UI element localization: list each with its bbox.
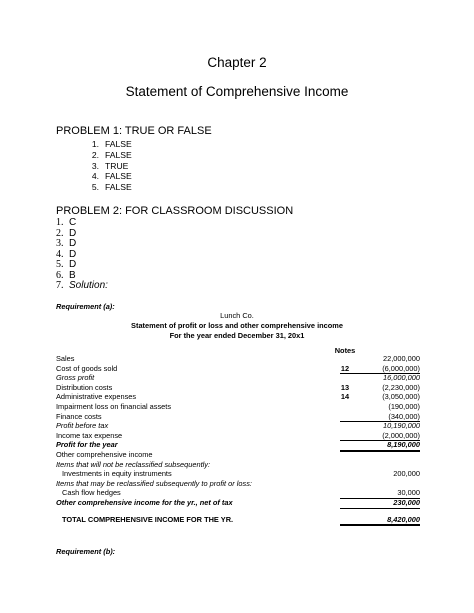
statement-period: For the year ended December 31, 20x1 [169,331,305,340]
item-number: 3. [91,160,99,171]
row-amount: (2,000,000) [340,431,420,442]
item-number: 3. [56,238,64,249]
item-number: 2. [91,149,99,160]
row-label: Sales [56,354,75,363]
row-amount: 22,000,000 [383,354,420,363]
row-amount: 10,190,000 [383,421,420,431]
row-label: Other comprehensive income for the yr., net of tax [56,497,233,507]
item-number: 5. [91,182,99,193]
row-amount: 200,000 [393,469,420,479]
row-label: Impairment loss on financial assets [56,401,172,411]
row-note: 13 [340,382,350,392]
item-answer: C [69,217,77,228]
table-row [56,440,420,450]
row-amount: (2,230,000) [382,382,420,392]
row-label: Cash flow hedges [62,488,121,498]
row-amount: 8,420,000 [340,515,420,527]
requirement-b-label: Requirement (b): [56,547,116,556]
item-answer: D [69,259,77,270]
list-item [87,182,132,193]
list-item [56,239,108,250]
row-label: Income tax expense [56,430,123,440]
item-number: 1. [56,217,64,228]
list-item [87,150,132,161]
list-item [56,281,108,292]
table-row [56,460,420,470]
item-number: 7. [56,280,64,291]
row-amount: (6,000,000) [340,364,420,375]
row-amount: (3,050,000) [382,392,420,402]
item-number: 6. [56,269,64,281]
problem2-list [56,218,108,292]
row-label: Profit for the year [56,440,118,450]
table-row [56,392,420,402]
table-row [56,354,420,364]
table-row [56,479,420,489]
table-row [56,402,420,412]
chapter-heading: Chapter 2 [207,55,267,70]
list-item [87,161,132,172]
problem1-list [87,139,132,193]
row-label: Distribution costs [56,382,113,392]
statement-table [56,354,420,524]
table-row [56,383,420,393]
item-number: 5. [56,259,64,270]
row-label: Profit before tax [56,421,109,431]
row-amount: 16,000,000 [383,373,420,383]
row-label: Items that may be reclassified subsequently to profit or loss: [56,478,252,488]
company-name: Lunch Co. [220,311,254,320]
item-number: 2. [56,227,64,239]
item-answer: Solution: [69,280,108,291]
row-amount: 230,000 [340,498,420,509]
list-item [56,229,108,240]
problem1-heading: PROBLEM 1: TRUE OR FALSE [56,125,212,137]
requirement-a-label: Requirement (a): [56,302,115,311]
spacer [56,508,420,515]
table-row [56,498,420,508]
statement-title: Statement of profit or loss and other comprehensive income [131,321,343,330]
item-answer: B [69,269,76,281]
item-answer: FALSE [105,171,132,182]
row-amount: 30,000 [340,488,420,499]
page-title: Statement of Comprehensive Income [125,84,349,99]
list-item [87,139,132,150]
row-note: 14 [340,392,350,402]
item-answer: D [69,248,77,260]
item-number: 4. [91,171,99,182]
row-label: Finance costs [56,411,102,421]
list-item [87,171,132,182]
table-row [56,364,420,374]
table-row [56,412,420,422]
table-row [56,488,420,498]
list-item [56,218,108,229]
row-label: Administrative expenses [56,392,137,402]
table-row [56,515,420,525]
table-row [56,431,420,441]
row-label: Items that will not be reclassified subsequently: [56,459,211,469]
row-label: Other comprehensive income [56,449,153,459]
item-answer: D [69,227,77,239]
row-note: 12 [340,363,350,373]
row-label: Cost of goods sold [56,363,118,373]
row-label: Investments in equity instruments [62,469,172,479]
table-row [56,421,420,431]
item-number: 1. [91,139,99,149]
item-answer: FALSE [105,182,132,193]
item-answer: FALSE [105,139,132,149]
item-number: 4. [56,248,64,260]
row-label: Gross profit [56,373,95,383]
row-amount: (190,000) [388,401,420,411]
list-item [56,250,108,261]
item-answer: TRUE [105,160,129,171]
table-row [56,373,420,383]
row-amount: (340,000) [340,412,420,423]
row-label: TOTAL COMPREHENSIVE INCOME FOR THE YR. [62,514,234,524]
row-amount: 8,190,000 [340,440,420,452]
item-answer: FALSE [105,149,132,160]
table-row [56,450,420,460]
item-answer: D [69,238,77,249]
table-row [56,469,420,479]
notes-header: Notes [334,346,356,355]
problem2-heading: PROBLEM 2: FOR CLASSROOM DISCUSSION [56,205,294,217]
list-item [56,260,108,271]
